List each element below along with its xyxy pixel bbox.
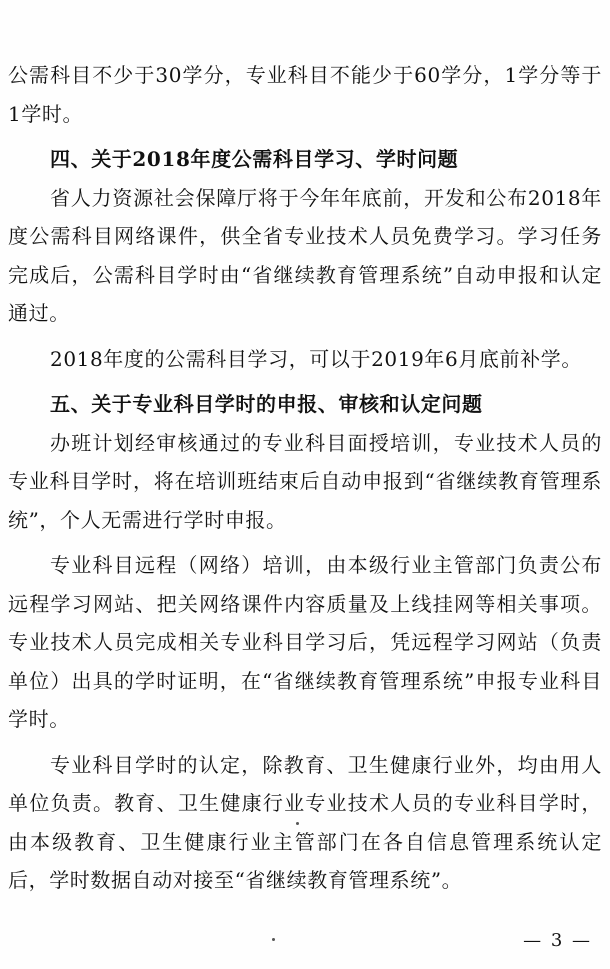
- document-body: [8, 56, 602, 907]
- paragraph-credit-requirements: 公需科目不少于30学分，专业科目不能少于60学分，1学分等于1学时。: [8, 63, 602, 126]
- paragraph-hour-certification: 专业科目学时的认定，除教育、卫生健康行业外，均由用人单位负责。教育、卫生健康行业专业技术人员的专业科目学时，由本级教育、卫生健康行业主管部门在各自信息管理系统认定后，学时数据自动对接至“省继续教育管理系统”。: [8, 752, 602, 892]
- page-number: — 3 —: [523, 930, 592, 951]
- scan-speck: [296, 822, 299, 825]
- scan-speck: [272, 938, 275, 941]
- section-heading-5: 五、关于专业科目学时的申报、审核和认定问题: [50, 392, 483, 416]
- paragraph-public-courseware: 省人力资源社会保障厅将于今年年底前，开发和公布2018年度公需科目网络课件，供全省专业技术人员免费学习。学习任务完成后，公需科目学时由“省继续教育管理系统”自动申报和认定通过。: [8, 185, 602, 325]
- paragraph-face-to-face-training: 办班计划经审核通过的专业科目面授培训，专业技术人员的专业科目学时，将在培训班结束后自动申报到“省继续教育管理系统”，个人无需进行学时申报。: [8, 430, 602, 532]
- paragraph-makeup-deadline: 2018年度的公需科目学习，可以于2019年6月底前补学。: [50, 346, 582, 371]
- section-heading-4: 四、关于2018年度公需科目学习、学时问题: [50, 147, 459, 171]
- paragraph-remote-training: 专业科目远程（网络）培训，由本级行业主管部门负责公布远程学习网站、把关网络课件内容质量及上线挂网等相关事项。专业技术人员完成相关专业科目学习后，凭远程学习网站（负责单位）出具的学时证明，在“省继续教育管理系统”申报专业科目学时。: [8, 553, 602, 731]
